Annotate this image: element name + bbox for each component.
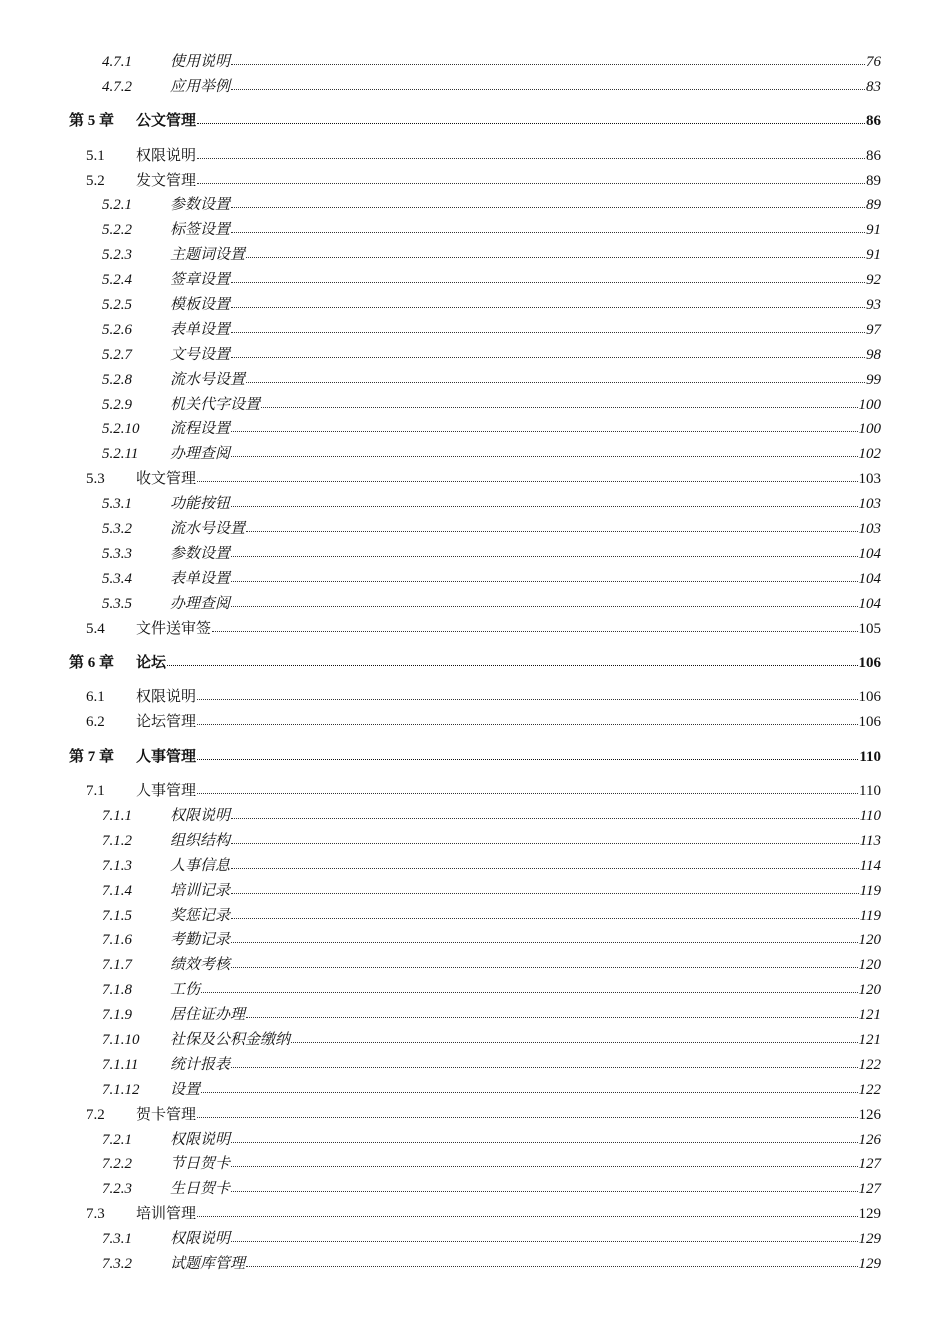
- toc-entry-number: 5.1: [86, 147, 105, 164]
- toc-entry-number: 7.3.2: [102, 1255, 132, 1272]
- toc-entry-line: [170, 243, 881, 268]
- toc-entry-number: 5.3.2: [102, 521, 132, 538]
- toc-subsection-entry[interactable]: [0, 804, 950, 829]
- dot-leader: [231, 567, 857, 582]
- toc-section-entry[interactable]: [0, 467, 950, 492]
- dot-leader: [197, 467, 857, 482]
- toc-entry-page-number: 103: [858, 496, 881, 513]
- toc-entry-page-number: 89: [866, 197, 881, 214]
- toc-entry-title: 文件送审签: [136, 620, 212, 637]
- toc-subsection-entry[interactable]: [0, 368, 950, 393]
- toc-entry-page-number: 122: [858, 1081, 881, 1098]
- toc-entry-title: 社保及公积金缴纳: [170, 1031, 291, 1048]
- toc-entry-number: 5.2: [86, 172, 105, 189]
- toc-entry-page-number: 121: [858, 1031, 881, 1048]
- toc-subsection-entry[interactable]: [0, 343, 950, 368]
- toc-chapter-entry[interactable]: [0, 745, 950, 770]
- toc-entry-number: 7.3.1: [102, 1231, 132, 1248]
- toc-entry-line: [170, 953, 881, 978]
- toc-subsection-entry[interactable]: [0, 1227, 950, 1252]
- toc-subsection-entry[interactable]: [0, 318, 950, 343]
- dot-leader: [201, 1078, 857, 1093]
- toc-entry-page-number: 126: [858, 1106, 881, 1123]
- dot-leader: [231, 492, 857, 507]
- toc-entry-line: [136, 1103, 881, 1128]
- toc-entry-line: [136, 651, 881, 676]
- toc-entry-line: [136, 467, 881, 492]
- toc-entry-title: 工伤: [170, 982, 201, 999]
- toc-entry-title: 文号设置: [170, 346, 231, 363]
- toc-entry-number: 4.7.2: [102, 78, 132, 95]
- dot-leader: [197, 144, 865, 159]
- toc-entry-line: [170, 393, 881, 418]
- toc-entry-number: 5.2.11: [102, 446, 139, 463]
- toc-subsection-entry[interactable]: [0, 1252, 950, 1277]
- toc-entry-title: 标签设置: [170, 222, 231, 239]
- toc-entry-number: 第 7 章: [69, 748, 115, 765]
- toc-entry-page-number: 103: [858, 471, 881, 488]
- toc-entry-page-number: 113: [859, 832, 881, 849]
- toc-entry-title: 办理查阅: [170, 595, 231, 612]
- toc-entry-number: 7.1.11: [102, 1056, 139, 1073]
- dot-leader: [231, 50, 865, 65]
- dot-leader: [291, 1028, 857, 1043]
- dot-leader: [197, 745, 858, 760]
- toc-entry-title: 流水号设置: [170, 371, 246, 388]
- toc-entry-page-number: 127: [858, 1181, 881, 1198]
- dot-leader: [231, 343, 865, 358]
- toc-section-entry[interactable]: [0, 710, 950, 735]
- dot-leader: [231, 293, 865, 308]
- dot-leader: [231, 592, 857, 607]
- toc-entry-page-number: 97: [866, 321, 881, 338]
- toc-entry-number: 7.1: [86, 783, 105, 800]
- toc-entry-title: 表单设置: [170, 570, 231, 587]
- toc-entry-page-number: 83: [866, 78, 881, 95]
- toc-entry-line: [170, 268, 881, 293]
- toc-entry-number: 第 6 章: [69, 654, 115, 671]
- toc-entry-line: [170, 492, 881, 517]
- toc-entry-page-number: 92: [866, 272, 881, 289]
- toc-entry-title: 流水号设置: [170, 521, 246, 538]
- toc-entry-number: 7.1.4: [102, 882, 132, 899]
- toc-chapter-entry[interactable]: [0, 109, 950, 134]
- dot-leader: [231, 193, 865, 208]
- toc-entry-line: [170, 542, 881, 567]
- toc-entry-line: [170, 50, 881, 75]
- dot-leader: [231, 804, 859, 819]
- toc-subsection-entry[interactable]: [0, 854, 950, 879]
- toc-entry-number: 6.1: [86, 689, 105, 706]
- toc-entry-title: 奖惩记录: [170, 907, 231, 924]
- toc-entry-page-number: 106: [858, 654, 881, 671]
- toc-entry-title: 组织结构: [170, 832, 231, 849]
- toc-entry-page-number: 102: [858, 446, 881, 463]
- toc-entry-line: [170, 218, 881, 243]
- toc-entry-title: 绩效考核: [170, 957, 231, 974]
- toc-entry-page-number: 110: [859, 783, 881, 800]
- dot-leader: [246, 517, 857, 532]
- toc-entry-title: 权限说明: [136, 689, 197, 706]
- dot-leader: [197, 1202, 857, 1217]
- toc-entry-page-number: 129: [858, 1231, 881, 1248]
- toc-subsection-entry[interactable]: [0, 243, 950, 268]
- dot-leader: [197, 685, 857, 700]
- toc-entry-line: [170, 1003, 881, 1028]
- toc-entry-number: 7.1.9: [102, 1007, 132, 1024]
- toc-entry-line: [170, 829, 881, 854]
- dot-leader: [246, 1003, 857, 1018]
- dot-leader: [201, 978, 857, 993]
- toc-entry-number: 7.1.1: [102, 807, 132, 824]
- toc-section-entry[interactable]: [0, 1202, 950, 1227]
- toc-subsection-entry[interactable]: [0, 879, 950, 904]
- toc-entry-title: 应用举例: [170, 78, 231, 95]
- toc-entry-line: [170, 928, 881, 953]
- toc-entry-page-number: 76: [866, 54, 881, 70]
- toc-entry-title: 考勤记录: [170, 932, 231, 949]
- toc-entry-page-number: 114: [859, 857, 881, 874]
- toc-entry-line: [170, 293, 881, 318]
- toc-entry-title: 统计报表: [170, 1056, 231, 1073]
- toc-entry-page-number: 99: [866, 371, 881, 388]
- toc-entry-number: 7.2: [86, 1106, 105, 1123]
- dot-leader: [231, 953, 857, 968]
- toc-entry-line: [136, 779, 881, 804]
- toc-subsection-entry[interactable]: [0, 592, 950, 617]
- toc-entry-title: 论坛: [136, 654, 167, 671]
- toc-entry-page-number: 120: [858, 982, 881, 999]
- toc-entry-number: 7.2.1: [102, 1131, 132, 1148]
- toc-section-entry[interactable]: [0, 144, 950, 169]
- toc-entry-title: 签章设置: [170, 272, 231, 289]
- toc-entry-title: 收文管理: [136, 471, 197, 488]
- toc-subsection-entry[interactable]: [0, 293, 950, 318]
- toc-entry-page-number: 103: [858, 521, 881, 538]
- toc-subsection-entry[interactable]: [0, 1028, 950, 1053]
- toc-entry-line: [170, 368, 881, 393]
- toc-entry-title: 生日贺卡: [170, 1181, 231, 1198]
- dot-leader: [231, 218, 865, 233]
- toc-entry-page-number: 100: [858, 421, 881, 438]
- dot-leader: [231, 904, 859, 919]
- toc-entry-title: 论坛管理: [136, 714, 197, 731]
- dot-leader: [231, 75, 865, 90]
- toc-entry-number: 5.2.4: [102, 272, 132, 289]
- toc-entry-number: 6.2: [86, 714, 105, 731]
- toc-entry-title: 设置: [170, 1081, 201, 1098]
- toc-entry-line: [170, 1152, 881, 1177]
- toc-entry-number: 7.1.3: [102, 857, 132, 874]
- toc-entry-title: 权限说明: [170, 1131, 231, 1148]
- toc-entry-number: 7.1.6: [102, 932, 132, 949]
- toc-entry-line: [170, 193, 881, 218]
- toc-section-entry[interactable]: [0, 779, 950, 804]
- toc-entry-title: 权限说明: [136, 147, 197, 164]
- dot-leader: [246, 243, 865, 258]
- toc-entry-number: 5.2.2: [102, 222, 132, 239]
- toc-entry-title: 人事信息: [170, 857, 231, 874]
- toc-subsection-entry[interactable]: [0, 492, 950, 517]
- toc-entry-number: 5.2.6: [102, 321, 132, 338]
- toc-entry-line: [170, 904, 881, 929]
- toc-entry-page-number: 91: [866, 222, 881, 239]
- toc-entry-page-number: 104: [858, 570, 881, 587]
- toc-entry-number: 5.3.4: [102, 570, 132, 587]
- table-of-contents: [0, 50, 950, 1277]
- toc-entry-number: 7.1.5: [102, 907, 132, 924]
- toc-subsection-entry[interactable]: [0, 1152, 950, 1177]
- toc-subsection-entry[interactable]: [0, 50, 950, 75]
- toc-entry-number: 5.2.3: [102, 247, 132, 264]
- toc-entry-number: 5.2.10: [102, 421, 140, 438]
- toc-subsection-entry[interactable]: [0, 829, 950, 854]
- toc-entry-number: 7.1.2: [102, 832, 132, 849]
- toc-entry-line: [170, 978, 881, 1003]
- toc-entry-line: [136, 109, 881, 134]
- toc-entry-line: [136, 1202, 881, 1227]
- dot-leader: [197, 710, 857, 725]
- toc-entry-line: [170, 318, 881, 343]
- toc-subsection-entry[interactable]: [0, 978, 950, 1003]
- toc-entry-title: 发文管理: [136, 172, 197, 189]
- toc-entry-number: 5.3: [86, 471, 105, 488]
- toc-entry-page-number: 105: [858, 620, 881, 637]
- toc-entry-page-number: 106: [858, 714, 881, 731]
- toc-entry-line: [170, 1252, 881, 1277]
- toc-entry-title: 居住证办理: [170, 1007, 246, 1024]
- toc-entry-number: 7.2.2: [102, 1156, 132, 1173]
- toc-entry-line: [170, 1177, 881, 1202]
- dot-leader: [231, 268, 865, 283]
- toc-entry-title: 公文管理: [136, 113, 197, 130]
- toc-entry-line: [136, 710, 881, 735]
- toc-entry-line: [136, 144, 881, 169]
- toc-entry-page-number: 110: [859, 807, 881, 824]
- toc-entry-page-number: 119: [859, 907, 881, 924]
- toc-entry-title: 试题库管理: [170, 1255, 246, 1272]
- toc-entry-title: 贺卡管理: [136, 1106, 197, 1123]
- toc-subsection-entry[interactable]: [0, 268, 950, 293]
- toc-entry-line: [170, 75, 881, 100]
- toc-entry-page-number: 127: [858, 1156, 881, 1173]
- dot-leader: [231, 417, 857, 432]
- toc-entry-line: [136, 745, 881, 770]
- toc-subsection-entry[interactable]: [0, 193, 950, 218]
- dot-leader: [231, 1128, 857, 1143]
- toc-entry-line: [170, 1078, 881, 1103]
- toc-entry-page-number: 89: [866, 172, 881, 189]
- toc-entry-title: 办理查阅: [170, 446, 231, 463]
- toc-subsection-entry[interactable]: [0, 904, 950, 929]
- toc-subsection-entry[interactable]: [0, 1128, 950, 1153]
- toc-entry-line: [170, 567, 881, 592]
- toc-entry-title: 权限说明: [170, 1231, 231, 1248]
- toc-subsection-entry[interactable]: [0, 75, 950, 100]
- toc-entry-line: [136, 169, 881, 194]
- toc-subsection-entry[interactable]: [0, 417, 950, 442]
- toc-entry-number: 5.3.3: [102, 545, 132, 562]
- toc-entry-page-number: 86: [866, 147, 881, 164]
- toc-entry-title: 权限说明: [170, 807, 231, 824]
- toc-subsection-entry[interactable]: [0, 218, 950, 243]
- dot-leader: [246, 1252, 857, 1267]
- toc-entry-title: 人事管理: [136, 783, 197, 800]
- toc-section-entry[interactable]: [0, 617, 950, 642]
- toc-entry-title: 功能按钮: [170, 496, 231, 513]
- toc-entry-title: 表单设置: [170, 321, 231, 338]
- toc-subsection-entry[interactable]: [0, 567, 950, 592]
- dot-leader: [231, 829, 859, 844]
- toc-entry-page-number: 121: [858, 1007, 881, 1024]
- toc-entry-title: 流程设置: [170, 421, 231, 438]
- toc-entry-page-number: 126: [858, 1131, 881, 1148]
- toc-entry-number: 第 5 章: [69, 113, 115, 130]
- toc-entry-title: 机关代字设置: [170, 396, 261, 413]
- dot-leader: [212, 617, 857, 632]
- toc-entry-line: [170, 854, 881, 879]
- toc-entry-number: 5.2.8: [102, 371, 132, 388]
- dot-leader: [246, 368, 865, 383]
- toc-entry-line: [170, 417, 881, 442]
- toc-entry-line: [170, 1028, 881, 1053]
- toc-entry-number: 5.4: [86, 620, 105, 637]
- toc-subsection-entry[interactable]: [0, 953, 950, 978]
- toc-entry-number: 7.1.10: [102, 1031, 140, 1048]
- toc-entry-line: [170, 1128, 881, 1153]
- toc-entry-number: 7.3: [86, 1206, 105, 1223]
- toc-entry-page-number: 91: [866, 247, 881, 264]
- toc-entry-line: [170, 442, 881, 467]
- toc-entry-page-number: 110: [859, 748, 881, 765]
- toc-entry-number: 7.1.12: [102, 1081, 140, 1098]
- toc-entry-line: [170, 1053, 881, 1078]
- toc-subsection-entry[interactable]: [0, 442, 950, 467]
- toc-entry-number: 5.2.5: [102, 297, 132, 314]
- toc-entry-title: 培训管理: [136, 1206, 197, 1223]
- toc-entry-page-number: 93: [866, 297, 881, 314]
- dot-leader: [231, 1177, 857, 1192]
- dot-leader: [231, 542, 857, 557]
- dot-leader: [197, 779, 858, 794]
- toc-entry-page-number: 119: [859, 882, 881, 899]
- toc-entry-line: [136, 685, 881, 710]
- toc-entry-line: [170, 592, 881, 617]
- toc-entry-title: 节日贺卡: [170, 1156, 231, 1173]
- toc-entry-page-number: 100: [858, 396, 881, 413]
- toc-entry-number: 5.2.7: [102, 346, 132, 363]
- toc-chapter-entry[interactable]: [0, 651, 950, 676]
- toc-entry-title: 模板设置: [170, 297, 231, 314]
- toc-entry-number: 4.7.1: [102, 54, 132, 70]
- toc-entry-line: [170, 804, 881, 829]
- toc-entry-title: 人事管理: [136, 748, 197, 765]
- dot-leader: [231, 1152, 857, 1167]
- dot-leader: [231, 442, 857, 457]
- toc-subsection-entry[interactable]: [0, 1003, 950, 1028]
- toc-entry-line: [170, 343, 881, 368]
- toc-entry-line: [136, 617, 881, 642]
- toc-entry-page-number: 86: [866, 113, 881, 130]
- dot-leader: [231, 928, 857, 943]
- toc-entry-number: 7.1.8: [102, 982, 132, 999]
- toc-subsection-entry[interactable]: [0, 517, 950, 542]
- toc-entry-line: [170, 879, 881, 904]
- dot-leader: [231, 1053, 857, 1068]
- dot-leader: [197, 109, 865, 124]
- toc-entry-page-number: 129: [858, 1206, 881, 1223]
- toc-entry-page-number: 120: [858, 932, 881, 949]
- toc-entry-number: 5.2.9: [102, 396, 132, 413]
- toc-entry-line: [170, 1227, 881, 1252]
- toc-entry-title: 参数设置: [170, 545, 231, 562]
- toc-entry-number: 5.3.1: [102, 496, 132, 513]
- dot-leader: [231, 1227, 857, 1242]
- toc-subsection-entry[interactable]: [0, 1053, 950, 1078]
- toc-entry-number: 5.2.1: [102, 197, 132, 214]
- toc-entry-title: 培训记录: [170, 882, 231, 899]
- toc-entry-page-number: 104: [858, 545, 881, 562]
- toc-entry-page-number: 122: [858, 1056, 881, 1073]
- toc-entry-title: 参数设置: [170, 197, 231, 214]
- toc-subsection-entry[interactable]: [0, 542, 950, 567]
- toc-entry-title: 主题词设置: [170, 247, 246, 264]
- dot-leader: [261, 393, 857, 408]
- toc-subsection-entry[interactable]: [0, 928, 950, 953]
- dot-leader: [197, 169, 865, 184]
- dot-leader: [231, 854, 859, 869]
- toc-subsection-entry[interactable]: [0, 1177, 950, 1202]
- dot-leader: [231, 318, 865, 333]
- toc-entry-title: 使用说明: [170, 54, 231, 70]
- toc-entry-number: 5.3.5: [102, 595, 132, 612]
- dot-leader: [231, 879, 859, 894]
- dot-leader: [167, 651, 857, 666]
- toc-entry-line: [170, 517, 881, 542]
- dot-leader: [197, 1103, 857, 1118]
- toc-entry-page-number: 129: [858, 1255, 881, 1272]
- toc-section-entry[interactable]: [0, 685, 950, 710]
- toc-entry-page-number: 106: [858, 689, 881, 706]
- toc-entry-page-number: 104: [858, 595, 881, 612]
- toc-subsection-entry[interactable]: [0, 393, 950, 418]
- toc-entry-page-number: 120: [858, 957, 881, 974]
- toc-entry-number: 7.1.7: [102, 957, 132, 974]
- toc-section-entry[interactable]: [0, 169, 950, 194]
- toc-section-entry[interactable]: [0, 1103, 950, 1128]
- toc-entry-number: 7.2.3: [102, 1181, 132, 1198]
- toc-subsection-entry[interactable]: [0, 1078, 950, 1103]
- toc-entry-page-number: 98: [866, 346, 881, 363]
